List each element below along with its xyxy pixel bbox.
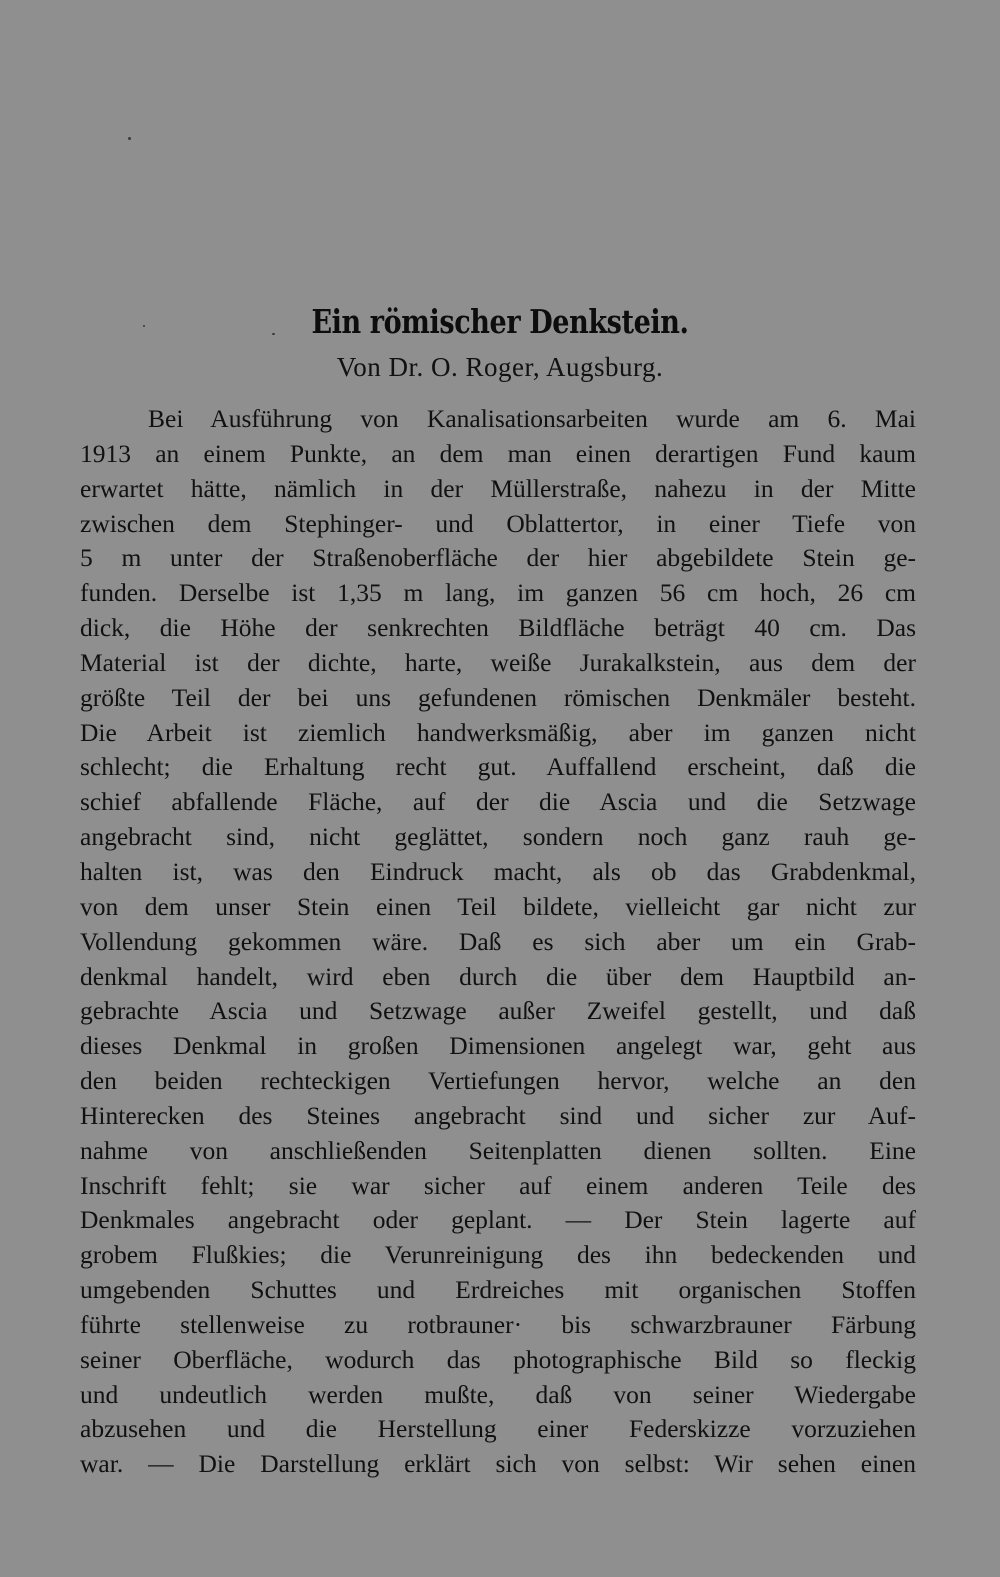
text-line: Die Arbeit ist ziemlich handwerksmäßig, aber im ganzen nicht <box>80 717 916 747</box>
text-line: Denkmales angebracht oder geplant. — Der Stein lagerte auf <box>80 1205 916 1235</box>
text-line: war. — Die Darstellung erklärt sich von selbst: Wir sehen einen <box>80 1449 916 1479</box>
text-line: Inschrift fehlt; sie war sicher auf einem anderen Teile des <box>80 1170 916 1200</box>
article-byline: Von Dr. O. Roger, Augsburg. <box>336 352 664 382</box>
text-line: Bei Ausführung von Kanalisationsarbeiten wurde am 6. Mai <box>148 404 916 433</box>
text-line: von dem unser Stein einen Teil bildete, vielleicht gar nicht zur <box>80 891 916 921</box>
text-line: schlecht; die Erhaltung recht gut. Auffallend erscheint, daß die <box>80 752 916 782</box>
text-line: Material ist der dichte, harte, weiße Jurakalkstein, aus dem der <box>80 647 916 677</box>
text-line: größte Teil der bei uns gefundenen römischen Denkmäler besteht. <box>80 682 916 712</box>
text-line: 5 m unter der Straßenoberfläche der hier abgebildete Stein ge- <box>80 543 916 573</box>
text-line: führte stellenweise zu rotbrauner· bis schwarzbrauner Färbung <box>80 1309 916 1339</box>
text-line: zwischen dem Stephinger- und Oblattertor, in einer Tiefe von <box>80 508 916 538</box>
text-line: gebrachte Ascia und Setzwage außer Zweifel gestellt, und daß <box>80 996 916 1026</box>
text-line: dick, die Höhe der senkrechten Bildfläche beträgt 40 cm. Das <box>80 613 916 643</box>
text-line: Vollendung gekommen wäre. Daß es sich aber um ein Grab- <box>80 926 916 956</box>
text-line: 1913 an einem Punkte, an dem man einen derartigen Fund kaum <box>80 438 916 468</box>
text-line: funden. Derselbe ist 1,35 m lang, im ganzen 56 cm hoch, 26 cm <box>80 578 916 608</box>
text-line: grobem Flußkies; die Verunreinigung des ihn bedeckenden und <box>80 1240 916 1270</box>
text-line: angebracht sind, nicht geglättet, sondern noch ganz rauh ge- <box>80 822 916 852</box>
text-line: umgebenden Schuttes und Erdreiches mit organischen Stoffen <box>80 1275 916 1305</box>
text-line: und undeutlich werden mußte, daß von seiner Wiedergabe <box>80 1379 916 1409</box>
text-line: denkmal handelt, wird eben durch die über dem Hauptbild an- <box>80 961 916 991</box>
scan-speck <box>128 137 131 140</box>
text-line: halten ist, was den Eindruck macht, als ob das Grabdenkmal, <box>80 856 916 886</box>
text-line: den beiden rechteckigen Vertiefungen hervor, welche an den <box>80 1066 916 1096</box>
text-line: nahme von anschließenden Seitenplatten dienen sollten. Eine <box>80 1135 916 1165</box>
text-line: dieses Denkmal in großen Dimensionen angelegt war, geht aus <box>80 1031 916 1061</box>
text-line: schief abfallende Fläche, auf der die Ascia und die Setzwage <box>80 787 916 817</box>
text-line: Hinterecken des Steines angebracht sind und sicher zur Auf- <box>80 1100 916 1130</box>
text-line: seiner Oberfläche, wodurch das photographische Bild so fleckig <box>80 1344 916 1374</box>
text-line: abzusehen und die Herstellung einer Federskizze vorzuziehen <box>80 1414 916 1444</box>
article-body <box>80 402 916 1482</box>
text-line: erwartet hätte, nämlich in der Müllerstraße, nahezu in der Mitte <box>80 473 916 503</box>
article-title: Ein römischer Denkstein. <box>311 302 689 341</box>
